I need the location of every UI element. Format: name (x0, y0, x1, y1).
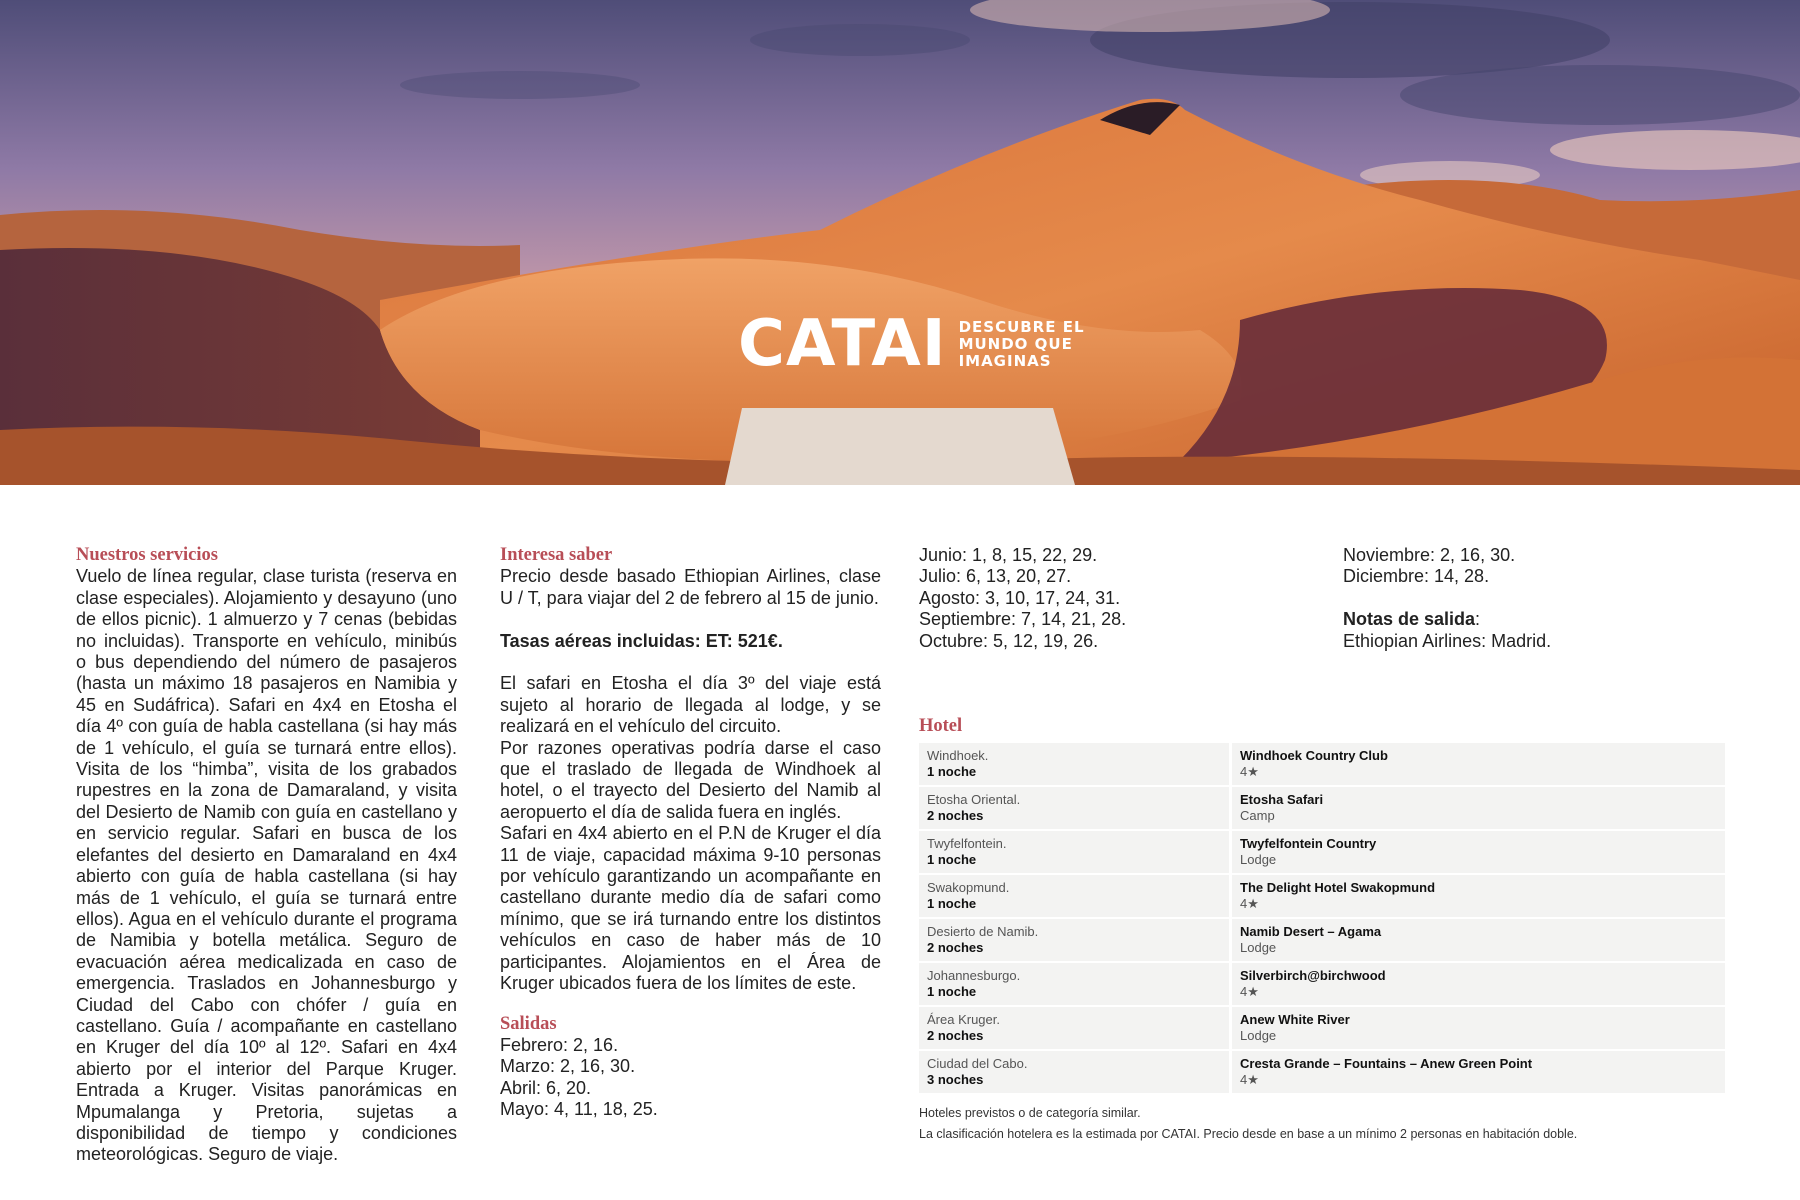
hotel-table (919, 743, 1725, 1095)
salidas-heading: Salidas (500, 1013, 557, 1034)
hotel-name-cell (1232, 787, 1725, 829)
hotel-name: Twyfelfontein Country (1240, 836, 1377, 851)
salida-mayo: Mayo: 4, 11, 18, 25. (500, 1099, 658, 1120)
hotel-nights: 2 noches (927, 939, 984, 955)
hotel-name: Windhoek Country Club (1240, 748, 1388, 763)
hotel-name: Anew White River (1240, 1012, 1350, 1027)
salida-diciembre: Diciembre: 14, 28. (1343, 566, 1490, 587)
table-row (919, 787, 1725, 829)
hotel-heading: Hotel (919, 716, 963, 736)
hotel-nights: 1 noche (927, 851, 977, 867)
salida-febrero: Febrero: 2, 16. (500, 1034, 619, 1055)
notas-text: Ethiopian Airlines: Madrid. (1343, 630, 1552, 651)
hotel-nights: 1 noche (927, 983, 977, 999)
hotel-category: 4★ (1240, 1071, 1259, 1087)
hotel-name: Etosha Safari (1240, 792, 1324, 807)
hotel-city: Ciudad del Cabo. (927, 1056, 1028, 1071)
hotel-name: Cresta Grande – Fountains – Anew Green Point (1240, 1056, 1533, 1071)
interesa-paragraph-2: El safari en Etosha el día 3º del viaje está sujeto al horario de llegada al lodge, y se realizará en el vehículo del circuito. (500, 673, 881, 737)
hotel-name-cell (1232, 1007, 1725, 1049)
column-interesa-saber (500, 545, 881, 1121)
hotel-location-cell (919, 963, 1229, 1005)
table-row (919, 875, 1725, 917)
hotel-nights: 2 noches (927, 1027, 984, 1043)
hotel-name-cell (1232, 743, 1725, 785)
hotel-location-cell (919, 1051, 1229, 1093)
hotel-city: Área Kruger. (927, 1012, 1000, 1027)
tagline-line-1: DESCUBRE EL (958, 317, 1085, 336)
hotel-name-cell (1232, 875, 1725, 917)
table-row (919, 919, 1725, 961)
hotel-note-similar: Hoteles previstos o de categoría similar. (919, 1106, 1141, 1120)
column-servicios (76, 545, 457, 1166)
salida-noviembre: Noviembre: 2, 16, 30. (1343, 545, 1516, 565)
table-row (919, 831, 1725, 873)
hotel-nights: 1 noche (927, 895, 977, 911)
hotel-location-cell (919, 1007, 1229, 1049)
hotel-category: Lodge (1240, 939, 1277, 955)
table-row (919, 963, 1725, 1005)
hotel-city: Etosha Oriental. (927, 792, 1021, 807)
hotel-name-cell (1232, 1051, 1725, 1093)
brand-tagline (959, 319, 1085, 370)
hotel-category: 4★ (1240, 895, 1259, 911)
hotel-category: Camp (1240, 807, 1275, 823)
column-salidas-continuacion (919, 545, 1319, 652)
table-row (919, 1007, 1725, 1049)
salida-junio: Junio: 1, 8, 15, 22, 29. (919, 545, 1098, 565)
interesa-paragraph-3: Por razones operativas podría darse el caso que el traslado de llegada de Windhoek al hotel, o el trayecto del Desierto del Namib al aeropuerto el día de salida fuera en inglés. (500, 737, 881, 822)
tasas-aereas: Tasas aéreas incluidas: ET: 521€. (500, 630, 783, 651)
servicios-text: Vuelo de línea regular, clase turista (reserva en clase especiales). Alojamiento y desayuno (uno de ellos picnic). 1 almuerzo y 7 cenas (bebidas no incluidas). Transporte en vehículo, minibús o bus dependiendo del número de pasajeros (hasta un máximo 18 pasajeros en Namibia y 45 en Sudáfrica). Safari en 4x4 en Etosha el día 4º con guía de habla castellana (si hay más de 1 vehículo, el guía se turnará entre ellos). Visita de los “himba”, visita de los grabados rupestres en la zona de Damaraland, y visita del Desierto de Namib con guía en castellano y en servicio regular. Safari en busca de los elefantes del desierto en Damaraland en 4x4 abierto con guía de habla castellana (si hay más de 1 vehículo, el guía se turnará entre ellos). Agua en el vehículo durante el programa de Namibia y botella metálica. Seguro de evacuación aérea medicalizada en caso de emergencia. Traslados en Johannesburgo y Ciudad del Cabo con chófer / guía en castellano. Guía / acompañante en castellano en Kruger del día 10º al 12º. Safari en 4x4 abierto por el interior del Parque Kruger. Entrada a Kruger. Visitas panorámicas en Mpumalanga y Pretoria, sujetas a disponibilidad de tiempo y condiciones meteorológicas. Seguro de viaje. (76, 566, 457, 1165)
desert-dunes-illustration (0, 0, 1800, 485)
table-row (919, 743, 1725, 785)
hotel-location-cell (919, 831, 1229, 873)
hotel-note-classification: La clasificación hotelera es la estimada por CATAI. Precio desde en base a un mínimo 2 personas en habitación doble. (919, 1127, 1578, 1141)
hero-desert-photo (0, 0, 1800, 485)
salida-septiembre: Septiembre: 7, 14, 21, 28. (919, 609, 1127, 630)
hotel-name: Silverbirch@birchwood (1240, 968, 1386, 983)
hotel-category: Lodge (1240, 1027, 1277, 1043)
hotel-location-cell (919, 743, 1229, 785)
table-row (919, 1051, 1725, 1093)
hotel-category: 4★ (1240, 763, 1259, 779)
hotel-city: Swakopmund. (927, 880, 1010, 895)
hotel-name-cell (1232, 963, 1725, 1005)
notas-label: Notas de salida (1343, 609, 1476, 630)
hotel-city: Desierto de Namib. (927, 924, 1039, 939)
hotel-category: Lodge (1240, 851, 1277, 867)
catai-logo (738, 307, 1085, 381)
column-salidas-notas (1343, 545, 1743, 652)
interesa-heading: Interesa saber (500, 545, 613, 565)
hotel-location-cell (919, 919, 1229, 961)
tagline-line-2: MUNDO QUE (958, 334, 1073, 353)
hotel-nights: 3 noches (927, 1071, 984, 1087)
notas-de-salida: Notas de salida: (1343, 609, 1481, 630)
hotel-name-cell (1232, 831, 1725, 873)
hotel-name: The Delight Hotel Swakopmund (1240, 880, 1436, 895)
hotel-nights: 2 noches (927, 807, 984, 823)
brand-name: CATAI (738, 307, 947, 381)
hotel-city: Windhoek. (927, 748, 989, 763)
tagline-line-3: IMAGINAS (958, 351, 1052, 370)
salida-abril: Abril: 6, 20. (500, 1077, 592, 1098)
hotel-location-cell (919, 787, 1229, 829)
interesa-paragraph-1: Precio desde basado Ethiopian Airlines, clase U / T, para viajar del 2 de febrero al 15 de junio. (500, 566, 881, 608)
interesa-paragraph-4: Safari en 4x4 abierto en el P.N de Kruger el día 11 de viaje, capacidad máxima 9-10 personas por vehículo garantizando un acompañante en castellano durante medio día de safari como mínimo, que se irá turnando entre los distintos vehículos en caso de haber más de 10 participantes. Alojamientos en el Área de Kruger ubicados fuera de los límites de este. (500, 823, 881, 994)
hotel-name-cell (1232, 919, 1725, 961)
salida-julio: Julio: 6, 13, 20, 27. (919, 566, 1072, 587)
salida-agosto: Agosto: 3, 10, 17, 24, 31. (919, 587, 1121, 608)
hotel-city: Johannesburgo. (927, 968, 1021, 983)
servicios-heading: Nuestros servicios (76, 545, 218, 565)
hotel-city: Twyfelfontein. (927, 836, 1007, 851)
hotel-nights: 1 noche (927, 763, 977, 779)
hotel-location-cell (919, 875, 1229, 917)
salida-marzo: Marzo: 2, 16, 30. (500, 1056, 636, 1077)
hotel-name: Namib Desert – Agama (1240, 924, 1382, 939)
hotel-category: 4★ (1240, 983, 1259, 999)
salida-octubre: Octubre: 5, 12, 19, 26. (919, 630, 1099, 651)
